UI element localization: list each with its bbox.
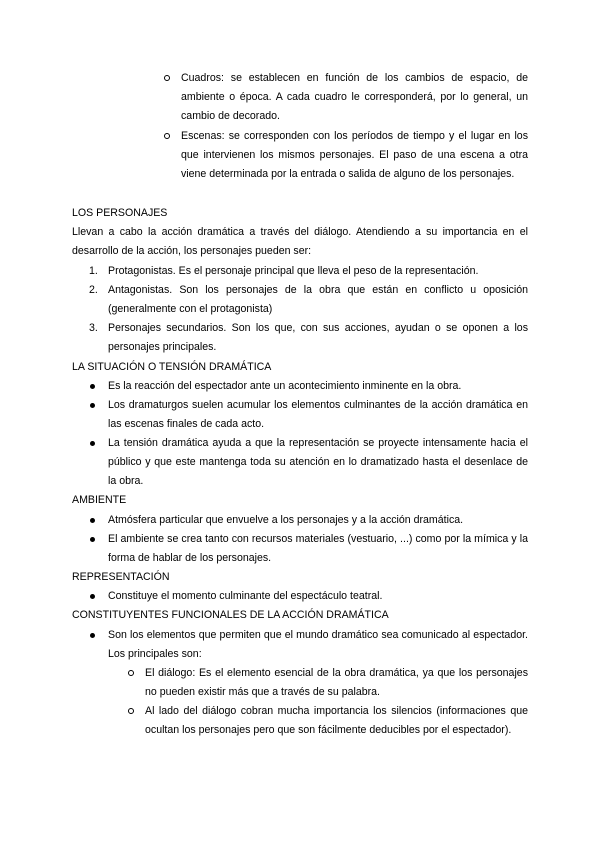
- circle-bullet-icon: [128, 664, 134, 683]
- list-item-dialogo: El diálogo: Es el elemento esencial de la obra dramática, ya que los personajes no pueden existir más que a través de su palabra.: [145, 667, 528, 699]
- list-item-silencios: Al lado del diálogo cobran mucha importancia los silencios (informaciones que ocultan los personajes pero que son fácilmente deducibles por el espectador).: [145, 705, 528, 737]
- section-heading-constituyentes: CONSTITUYENTES FUNCIONALES DE LA ACCIÓN DRAMÁTICA: [72, 609, 389, 621]
- list-number: 3.: [89, 322, 98, 334]
- list-item: Es la reacción del espectador ante un acontecimiento inminente en la obra.: [108, 380, 462, 392]
- bullet-icon: [90, 626, 95, 645]
- list-number: 1.: [89, 265, 98, 277]
- list-item-cuadros: Cuadros: se establecen en función de los cambios de espacio, de ambiente o época. A cada cuadro le corresponderá, por lo general, un cambio de decorado.: [181, 72, 528, 123]
- list-item: Los dramaturgos suelen acumular los elementos culminantes de la acción dramática en las escenas finales de cada acto.: [108, 399, 528, 431]
- paragraph-personajes-intro: Llevan a cabo la acción dramática a través del diálogo. Atendiendo a su importancia en el desarrollo de la acción, los personajes pueden ser:: [72, 226, 528, 258]
- circle-bullet-icon: [164, 127, 170, 146]
- bullet-icon: [90, 377, 95, 396]
- circle-bullet-icon: [164, 69, 170, 88]
- list-item: Constituye el momento culminante del espectáculo teatral.: [108, 590, 383, 602]
- list-item-escenas: Escenas: se corresponden con los períodos de tiempo y el lugar en los que intervienen los mismos personajes. El paso de una escena a otra viene determinada por la entrada o salida de alguno de los personajes.: [181, 130, 528, 181]
- section-heading-personajes: LOS PERSONAJES: [72, 207, 168, 219]
- bullet-icon: [90, 434, 95, 453]
- list-item: Son los elementos que permiten que el mundo dramático sea comunicado al espectador. Los principales son:: [108, 629, 528, 661]
- section-heading-ambiente: AMBIENTE: [72, 494, 127, 506]
- section-heading-situacion: LA SITUACIÓN O TENSIÓN DRAMÁTICA: [72, 361, 272, 373]
- list-item-antagonistas: Antagonistas. Son los personajes de la obra que están en conflicto u oposición (generalmente con el protagonista): [108, 284, 528, 316]
- bullet-icon: [90, 396, 95, 415]
- list-item-secundarios: Personajes secundarios. Son los que, con sus acciones, ayudan o se oponen a los personajes principales.: [108, 322, 528, 354]
- list-item: Atmósfera particular que envuelve a los personajes y a la acción dramática.: [108, 514, 464, 526]
- circle-bullet-icon: [128, 702, 134, 721]
- list-item: La tensión dramática ayuda a que la representación se proyecte intensamente hacia el público y que este mantenga toda su atención en lo dramatizado hasta el desenlace de la obra.: [108, 437, 528, 488]
- list-item-protagonistas: Protagonistas. Es el personaje principal que lleva el peso de la representación.: [108, 265, 479, 277]
- bullet-icon: [90, 530, 95, 549]
- list-item: El ambiente se crea tanto con recursos materiales (vestuario, ...) como por la mímica y la forma de hablar de los personajes.: [108, 533, 528, 565]
- list-number: 2.: [89, 284, 98, 296]
- section-heading-representacion: REPRESENTACIÓN: [72, 571, 170, 583]
- bullet-icon: [90, 511, 95, 530]
- bullet-icon: [90, 587, 95, 606]
